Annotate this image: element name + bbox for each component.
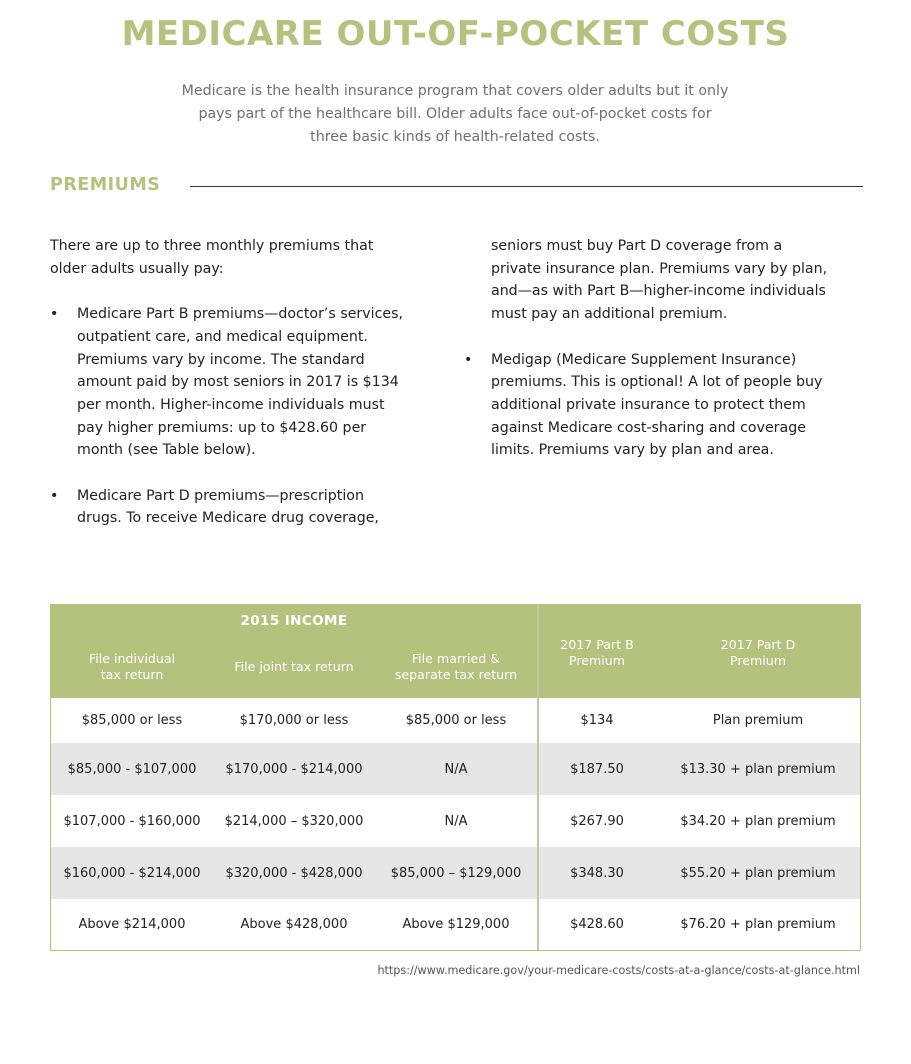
- table-cell: $34.20 + plan premium: [680, 813, 836, 829]
- header-line: File individual: [88, 651, 176, 666]
- text-column-left: [50, 235, 450, 530]
- bullet-line: Medicare Part D premiums—prescription: [77, 487, 364, 504]
- table-cell: Above $428,000: [240, 917, 348, 932]
- table-cell: $170,000 - $214,000: [225, 761, 363, 777]
- table-cell: $320,000 - $428,000: [225, 865, 363, 881]
- bullet-line: outpatient care, and medical equipment.: [77, 328, 368, 345]
- table-row: [51, 795, 860, 847]
- header-part-d: [656, 637, 860, 669]
- header-line: separate tax return: [394, 667, 518, 682]
- bullet-line: limits. Premiums vary by plan and area.: [491, 442, 774, 459]
- table-cell: $134: [580, 713, 614, 728]
- bullet-line: Medigap (Medicare Supplement Insurance): [491, 351, 797, 368]
- header-line: 2017 Part D: [720, 637, 796, 652]
- table-cell: $160,000 - $214,000: [63, 865, 201, 881]
- table-cell: Above $129,000: [402, 917, 510, 932]
- table-cell: $170,000 or less: [239, 713, 349, 728]
- intro-line: pays part of the healthcare bill. Older adults face out-of-pocket costs for: [198, 106, 712, 122]
- table-cell: $85,000 or less: [405, 713, 507, 728]
- intro-line: Medicare is the health insurance program that covers older adults but it only: [181, 83, 729, 99]
- source-url: https://www.medicare.gov/your-medicare-costs/costs-at-a-glance/costs-at-glance.html: [377, 964, 860, 977]
- section-heading-premiums: PREMIUMS: [50, 175, 161, 195]
- bullet-medigap: [464, 349, 864, 463]
- text-column-right: [464, 235, 864, 462]
- bullet-line: against Medicare cost-sharing and coverage: [491, 419, 806, 436]
- bullet-line: Medicare Part B premiums—doctor’s services,: [77, 306, 404, 323]
- section-divider: [190, 186, 863, 187]
- bullet-part-b: [50, 303, 450, 462]
- bullet-line: Premiums vary by income. The standard: [77, 351, 365, 368]
- intro-line: three basic kinds of health-related costs.: [310, 129, 600, 145]
- table-cell: $85,000 – $129,000: [390, 865, 522, 881]
- header-line: File married &: [411, 651, 501, 666]
- table-cell: N/A: [444, 813, 468, 829]
- bullet-part-d: [50, 485, 450, 530]
- header-married-separate: [375, 651, 537, 683]
- table-cell: Plan premium: [712, 713, 804, 728]
- table-cell: $13.30 + plan premium: [680, 761, 836, 777]
- bullet-line: seniors must buy Part D coverage from a: [491, 238, 783, 254]
- table-row: [51, 743, 860, 795]
- header-part-b: [538, 637, 656, 669]
- bullet-line: drugs. To receive Medicare drug coverage,: [77, 510, 379, 527]
- table-cell: $348.30: [570, 865, 624, 881]
- bullet-line: month (see Table below).: [77, 442, 256, 459]
- header-line: Premium: [568, 653, 626, 668]
- table-cell: $214,000 – $320,000: [224, 813, 364, 829]
- bullet-marker: •: [464, 351, 473, 368]
- table-cell: $76.20 + plan premium: [680, 917, 836, 932]
- group-header-2015-income: 2015 INCOME: [240, 613, 348, 629]
- bullet-line: private insurance plan. Premiums vary by plan,: [491, 260, 828, 277]
- header-individual: [51, 651, 213, 683]
- lead-line: older adults usually pay:: [50, 260, 224, 277]
- premium-table: [50, 604, 861, 951]
- bullet-line: must pay an additional premium.: [491, 306, 728, 323]
- table-row: [51, 847, 860, 899]
- column-divider: [537, 605, 539, 950]
- page-title: MEDICARE OUT-OF-POCKET COSTS: [121, 14, 790, 54]
- table-cell: $428.60: [570, 917, 624, 932]
- intro-paragraph: [140, 80, 770, 149]
- bullet-marker: •: [50, 487, 59, 504]
- header-line: 2017 Part B: [560, 637, 634, 652]
- bullet-line: amount paid by most seniors in 2017 is $134: [77, 374, 399, 391]
- header-line: Premium: [729, 653, 787, 668]
- table-header: [51, 605, 860, 698]
- bullet-line: premiums. This is optional! A lot of people buy: [491, 374, 823, 391]
- bullet-line: per month. Higher-income individuals must: [77, 396, 385, 413]
- bullet-part-d-continued: [464, 235, 864, 326]
- lead-line: There are up to three monthly premiums that: [50, 238, 374, 254]
- table-cell: $85,000 - $107,000: [67, 761, 197, 777]
- table-cell: $55.20 + plan premium: [680, 865, 836, 881]
- table-cell: $107,000 - $160,000: [63, 813, 201, 829]
- bullet-line: pay higher premiums: up to $428.60 per: [77, 419, 367, 436]
- table-row: [51, 899, 860, 950]
- bullet-line: and—as with Part B—higher-income individuals: [491, 283, 826, 300]
- table-cell: $85,000 or less: [81, 713, 183, 728]
- table-cell: N/A: [444, 761, 468, 777]
- bullet-marker: •: [50, 306, 59, 323]
- header-line: File joint tax return: [234, 659, 354, 674]
- header-joint: [213, 659, 375, 675]
- bullet-line: additional private insurance to protect them: [491, 396, 806, 413]
- table-row: [51, 698, 860, 743]
- table-cell: Above $214,000: [78, 917, 186, 932]
- table-cell: $187.50: [570, 761, 624, 777]
- table-cell: $267.90: [570, 813, 624, 829]
- header-line: tax return: [100, 667, 164, 682]
